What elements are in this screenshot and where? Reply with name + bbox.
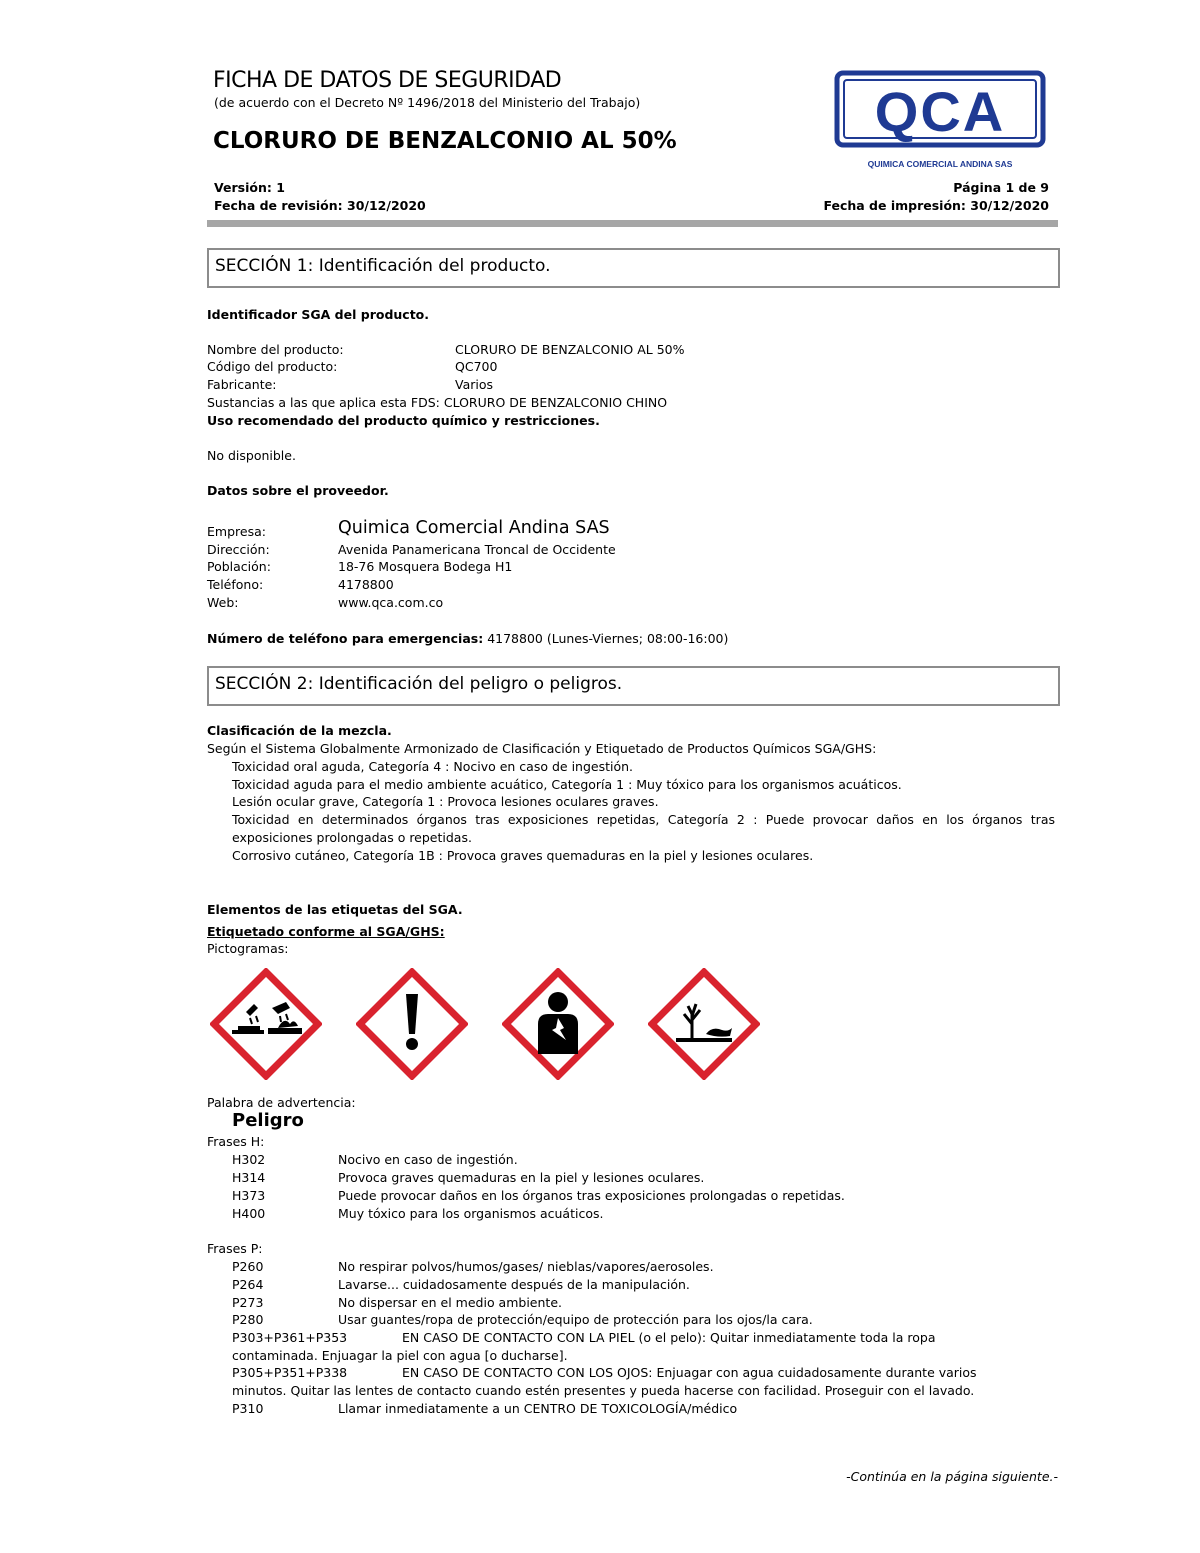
h-code: H314 [232,1170,266,1185]
city-label: Población: [207,559,271,574]
document-title: FICHA DE DATOS DE SEGURIDAD [213,68,562,93]
product-name-value: CLORURO DE BENZALCONIO AL 50% [455,342,685,357]
classification-item: Corrosivo cutáneo, Categoría 1B : Provoca graves quemaduras en la piel y lesiones oculares. [232,848,814,863]
section-1-title: SECCIÓN 1: Identificación del producto. [215,256,551,276]
logo-text: QCA [874,80,1006,143]
classification-item-continued: exposiciones prolongadas o repetidas. [232,830,472,845]
revision-date: Fecha de revisión: 30/12/2020 [214,198,426,213]
corrosion-pictogram [210,968,322,1080]
h-text: Puede provocar daños en los órganos tras exposiciones prolongadas o repetidas. [338,1188,845,1203]
p-text-continued: contaminada. Enjuagar la piel con agua [o ducharse]. [232,1348,568,1363]
logo-subtext: QUIMICA COMERCIAL ANDINA SAS [867,159,1013,169]
p-code: P273 [232,1295,264,1310]
classification-item: Lesión ocular grave, Categoría 1 : Provoca lesiones oculares graves. [232,794,659,809]
classification-heading: Clasificación de la mezcla. [207,723,392,738]
phone-value: 4178800 [338,577,394,592]
use-heading: Uso recomendado del producto químico y restricciones. [207,413,600,428]
p-text: Lavarse... cuidadosamente después de la manipulación. [338,1277,690,1292]
product-title: CLORURO DE BENZALCONIO AL 50% [213,128,677,154]
qca-logo [834,70,1046,170]
product-name-label: Nombre del producto: [207,342,344,357]
h-text: Nocivo en caso de ingestión. [338,1152,518,1167]
address-value: Avenida Panamericana Troncal de Occidente [338,542,616,557]
p-code: P260 [232,1259,264,1274]
classification-item: Toxicidad en determinados órganos tras exposiciones repetidas, Categoría 2 : Puede provocar daños en los órganos tras [232,812,1055,827]
h-code: H302 [232,1152,266,1167]
web-label: Web: [207,595,239,610]
emergency-value: 4178800 (Lunes-Viernes; 08:00-16:00) [487,631,729,646]
pictograms-label: Pictogramas: [207,941,289,956]
signal-word: Peligro [232,1110,304,1131]
web-value: www.qca.com.co [338,595,444,610]
manufacturer-value: Varios [455,377,494,392]
label-elements-heading: Elementos de las etiquetas del SGA. [207,902,463,917]
emergency-phone [207,630,728,648]
classification-intro: Según el Sistema Globalmente Armonizado de Clasificación y Etiquetado de Productos Químicos SGA/GHS: [207,741,877,756]
signal-word-label: Palabra de advertencia: [207,1095,356,1110]
print-date: Fecha de impresión: 30/12/2020 [823,198,1049,213]
environment-pictogram [648,968,760,1080]
p-code: P303+P361+P353 [232,1330,348,1345]
p-code: P264 [232,1277,264,1292]
identifier-heading: Identificador SGA del producto. [207,307,430,322]
p-code: P310 [232,1401,264,1416]
classification-item: Toxicidad aguda para el medio ambiente acuático, Categoría 1 : Muy tóxico para los organismos acuáticos. [232,777,902,792]
manufacturer-label: Fabricante: [207,377,277,392]
city-value: 18-76 Mosquera Bodega H1 [338,559,513,574]
address-label: Dirección: [207,542,270,557]
continues-footer: -Continúa en la página siguiente.- [846,1469,1058,1484]
use-value: No disponible. [207,448,296,463]
product-code-label: Código del producto: [207,359,338,374]
p-code: P280 [232,1312,264,1327]
p-text: Usar guantes/ropa de protección/equipo de protección para los ojos/la cara. [338,1312,813,1327]
section-2-title: SECCIÓN 2: Identificación del peligro o peligros. [215,674,623,694]
classification-item: Toxicidad oral aguda, Categoría 4 : Nocivo en caso de ingestión. [232,759,634,774]
p-text-continued: minutos. Quitar las lentes de contacto cuando estén presentes y pueda hacerse con facilidad. Proseguir con el lavado. [232,1383,975,1398]
product-code-value: QC700 [455,359,498,374]
p-phrases-label: Frases P: [207,1241,263,1256]
section-1-header [207,248,1060,288]
p-text: No respirar polvos/humos/gases/ nieblas/vapores/aerosoles. [338,1259,714,1274]
company-name: Quimica Comercial Andina SAS [338,518,610,538]
supplier-heading: Datos sobre el proveedor. [207,483,389,498]
h-code: H373 [232,1188,266,1203]
p-text: EN CASO DE CONTACTO CON LA PIEL (o el pelo): Quitar inmediatamente toda la ropa [402,1330,936,1345]
h-phrases-label: Frases H: [207,1134,265,1149]
header-divider [207,220,1058,227]
phone-label: Teléfono: [207,577,264,592]
exclamation-pictogram [356,968,468,1080]
labelling-subheading: Etiquetado conforme al SGA/GHS: [207,924,445,939]
substances-line: Sustancias a las que aplica esta FDS: CLORURO DE BENZALCONIO CHINO [207,395,668,410]
health-hazard-pictogram [502,968,614,1080]
p-text: EN CASO DE CONTACTO CON LOS OJOS: Enjuagar con agua cuidadosamente durante varios [402,1365,977,1380]
section-2-header [207,666,1060,706]
p-code: P305+P351+P338 [232,1365,348,1380]
document-subtitle: (de acuerdo con el Decreto Nº 1496/2018 del Ministerio del Trabajo) [214,95,641,110]
p-text: No dispersar en el medio ambiente. [338,1295,562,1310]
h-text: Provoca graves quemaduras en la piel y lesiones oculares. [338,1170,705,1185]
emergency-label: Número de teléfono para emergencias: [207,631,484,646]
p-text: Llamar inmediatamente a un CENTRO DE TOXICOLOGÍA/médico [338,1401,738,1416]
version: Versión: 1 [214,180,285,195]
company-label: Empresa: [207,524,266,539]
h-code: H400 [232,1206,266,1221]
page-number: Página 1 de 9 [953,180,1049,195]
h-text: Muy tóxico para los organismos acuáticos. [338,1206,604,1221]
